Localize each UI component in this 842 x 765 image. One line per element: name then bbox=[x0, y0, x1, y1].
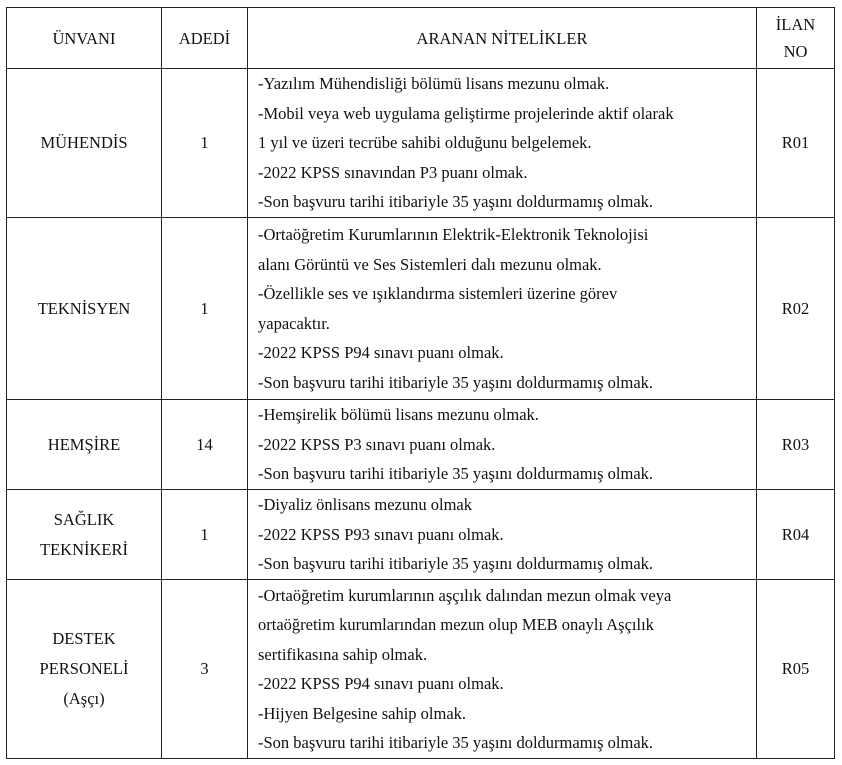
position-title-line: SAĞLIK bbox=[53, 509, 115, 529]
requirement-line: ortaöğretim kurumlarından mezun olup MEB onaylı Aşçılık bbox=[258, 615, 654, 634]
position-title bbox=[7, 218, 162, 400]
requirement-line: -Son başvuru tarihi itibariyle 35 yaşını doldurmamış olmak. bbox=[258, 372, 654, 392]
requirements-cell bbox=[248, 400, 757, 490]
requirements-cell bbox=[248, 580, 757, 759]
position-count: 3 bbox=[162, 580, 248, 759]
listing-code: R01 bbox=[757, 69, 835, 218]
position-count: 1 bbox=[162, 218, 248, 400]
position-title-line: TEKNİSYEN bbox=[37, 298, 131, 318]
table-row bbox=[7, 69, 835, 218]
requirements-cell bbox=[248, 218, 757, 400]
requirement-line: alanı Görüntü ve Ses Sistemleri dalı mezunu olmak. bbox=[258, 254, 602, 274]
header-ilan-no-line2: NO bbox=[783, 42, 808, 61]
requirement-line: -Hijyen Belgesine sahip olmak. bbox=[258, 703, 467, 723]
header-nitelikler: ARANAN NİTELİKLER bbox=[248, 8, 757, 69]
listing-code: R05 bbox=[757, 580, 835, 759]
requirements-cell bbox=[248, 490, 757, 580]
requirement-line: -2022 KPSS P94 sınavı puanı olmak. bbox=[258, 674, 504, 693]
requirement-line: -Özellikle ses ve ışıklandırma sistemleri üzerine görev bbox=[258, 284, 618, 303]
table-row bbox=[7, 490, 835, 580]
position-count: 1 bbox=[162, 69, 248, 218]
position-count: 1 bbox=[162, 490, 248, 580]
position-title-line: TEKNİKERİ bbox=[40, 539, 128, 559]
position-title bbox=[7, 69, 162, 218]
header-row bbox=[7, 8, 835, 69]
requirement-line: -Mobil veya web uygulama geliştirme projelerinde aktif olarak bbox=[258, 103, 674, 123]
requirement-line: -Son başvuru tarihi itibariyle 35 yaşını doldurmamış olmak. bbox=[258, 192, 654, 212]
listing-code: R04 bbox=[757, 490, 835, 580]
requirement-line: -Son başvuru tarihi itibariyle 35 yaşını doldurmamış olmak. bbox=[258, 554, 654, 574]
position-title bbox=[7, 400, 162, 490]
position-title-line: (Aşçı) bbox=[63, 689, 105, 708]
requirement-line: yapacaktır. bbox=[258, 313, 330, 333]
requirement-line: -Son başvuru tarihi itibariyle 35 yaşını doldurmamış olmak. bbox=[258, 733, 654, 752]
requirement-line: -Yazılım Mühendisliği bölümü lisans mezunu olmak. bbox=[258, 74, 610, 94]
table-row bbox=[7, 400, 835, 490]
requirement-line: sertifikasına sahip olmak. bbox=[258, 644, 428, 664]
listing-code: R02 bbox=[757, 218, 835, 400]
header-ilan-no-line1: İLAN bbox=[775, 15, 816, 34]
position-title-line: DESTEK bbox=[52, 629, 116, 648]
requirement-line: 1 yıl ve üzeri tecrübe sahibi olduğunu belgelemek. bbox=[258, 133, 592, 153]
requirement-line: -2022 KPSS P3 sınavı puanı olmak. bbox=[258, 434, 496, 454]
requirement-line: -Son başvuru tarihi itibariyle 35 yaşını doldurmamış olmak. bbox=[258, 464, 654, 484]
requirement-line: -Hemşirelik bölümü lisans mezunu olmak. bbox=[258, 405, 539, 425]
position-title-line: MÜHENDİS bbox=[40, 133, 128, 152]
position-title-line: HEMŞİRE bbox=[47, 434, 121, 454]
requirement-line: -Diyaliz önlisans mezunu olmak bbox=[258, 495, 472, 515]
position-title bbox=[7, 490, 162, 580]
listing-code: R03 bbox=[757, 400, 835, 490]
table-row bbox=[7, 580, 835, 759]
requirement-line: -Ortaöğretim Kurumlarının Elektrik-Elektronik Teknolojisi bbox=[258, 225, 649, 244]
requirement-line: -2022 KPSS P93 sınavı puanı olmak. bbox=[258, 524, 504, 544]
header-adedi: ADEDİ bbox=[162, 8, 248, 69]
requirement-line: -2022 KPSS P94 sınavı puanı olmak. bbox=[258, 343, 504, 362]
header-ilan-no bbox=[757, 8, 835, 69]
requirements-cell bbox=[248, 69, 757, 218]
job-listing-table bbox=[6, 7, 835, 759]
table-row bbox=[7, 218, 835, 400]
requirement-line: -2022 KPSS sınavından P3 puanı olmak. bbox=[258, 162, 528, 182]
position-title-line: PERSONELİ bbox=[39, 659, 129, 678]
position-title bbox=[7, 580, 162, 759]
requirement-line: -Ortaöğretim kurumlarının aşçılık dalından mezun olmak veya bbox=[258, 585, 672, 605]
header-unvani: ÜNVANI bbox=[7, 8, 162, 69]
position-count: 14 bbox=[162, 400, 248, 490]
